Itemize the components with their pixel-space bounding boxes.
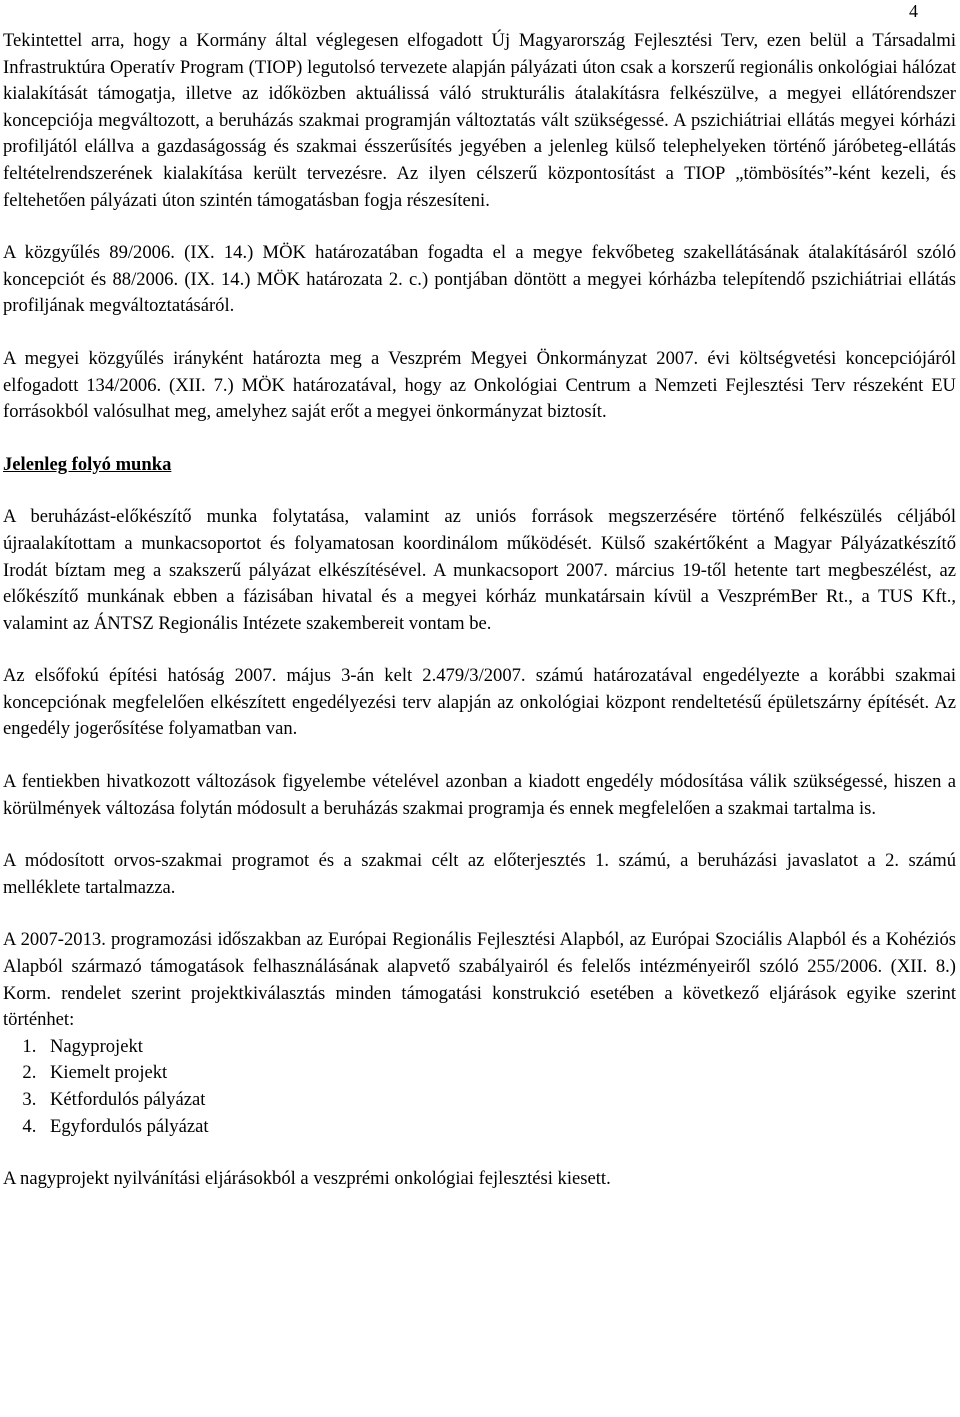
paragraph-engedely-modositas: A fentiekben hivatkozott változások figyelembe vételével azonban a kiadott engedély módosítása válik szükségessé, hiszen a körülmények változása folytán módosult a beruházás szakmai programja és ennek megfelelően a szakmai tartalma is. <box>3 771 956 819</box>
paragraph-elokeszito-munka: A beruházást-előkészítő munka folytatása, valamint az uniós források megszerzésére történő felkészülés céljából újraalakítottam a munkacsoportot és folyamatosan koordinálom működését. Külső szakértőként a Magyar Pályázatkészítő Irodát bíztam meg a szakszerű pályázat elkészítésével. A munkacsoport 2007. március 19-től hetente tart megbeszélést, az előkészítő munkának ebben a fázisában hivatal és a megyei kórház munkatársain kívül a VeszprémBer Rt., a TUS Kft., valamint az ÁNTSZ Regionális Intézete szakembereit vontam be. <box>3 506 956 634</box>
paragraph-kozgyules: A közgyűlés 89/2006. (IX. 14.) MÖK határozatában fogadta el a megye fekvőbeteg szakellátásának átalakításáról szóló koncepciót és 88/2006. (IX. 14.) MÖK határozata 2. c.) pontjában döntött a megyei kórházba telepítendő pszichiátriai ellátás profiljának megváltoztatásáról. <box>3 242 956 317</box>
page-number: 4 <box>909 1 918 21</box>
list-item: 2. Kiemelt projekt <box>41 1060 956 1087</box>
paragraph-nagyprojekt: A nagyprojekt nyilvánítási eljárásokból a veszprémi onkológiai fejlesztési kiesett. <box>3 1168 611 1190</box>
paragraph-modositott-program: A módosított orvos-szakmai programot és a szakmai célt az előterjesztés 1. számú, a beruházási javaslatot a 2. számú melléklete tartalmazza. <box>3 850 956 898</box>
procedure-list <box>3 1034 956 1140</box>
list-item: 1. Nagyprojekt <box>41 1034 956 1061</box>
paragraph-epitesi-hatosag: Az elsőfokú építési hatóság 2007. május 3-án kelt 2.479/3/2007. számú határozatával engedélyezte a korábbi szakmai koncepciónak megfelelően elkészített engedélyezési terv alapján az onkológiai központ rendeltetésű épületszárny építését. Az engedély jogerősítése folyamatban van. <box>3 665 956 740</box>
paragraph-iranykent: A megyei közgyűlés irányként határozta meg a Veszprém Megyei Önkormányzat 2007. évi költségvetési koncepciójáról elfogadott 134/2006. (XII. 7.) MÖK határozatával, hogy az Onkológiai Centrum a Nemzeti Fejlesztési Terv részeként EU forrásokból valósulhat meg, amelyhez saját erőt a megyei önkormányzat biztosít. <box>3 347 956 423</box>
paragraph-programozasi-idoszak: A 2007-2013. programozási időszakban az Európai Regionális Fejlesztési Alapból, az Európai Szociális Alapból és a Kohéziós Alapból származó támogatások felhasználásának alapvető szabályairól és felelős intézményeiről szóló 255/2006. (XII. 8.) Korm. rendelet szerint projektkiválasztás minden támogatási konstrukció esetében a következő eljárások egyike szerint történhet: <box>3 929 956 1031</box>
section-heading: Jelenleg folyó munka <box>3 453 172 475</box>
paragraph-tiop: Tekintettel arra, hogy a Kormány által véglegesen elfogadott Új Magyarország Fejlesztési Terv, ezen belül a Társadalmi Infrastruktúra Operatív Program (TIOP) legutolsó tervezete alapján pályázati úton csak a korszerű regionális onkológiai hálózat kialakítását támogatja, illetve az időközben aktuálissá váló strukturális átalakításra felkészülve, a megyei ellátórendszer koncepciója megváltozott, a beruházás szakmai programján változtatás vált szükségessé. A pszichiátriai ellátás megyei kórházi profiljától elállva a gazdaságosság és szakmai ésszerűsítés jegyében a jelenleg külső telephelyeken történő járóbeteg-ellátás feltételrendszerének kialakítása került tervezésre. Az ilyen célszerű központosítást a TIOP „tömbösítés”-ként kezeli, és feltehetően pályázati úton szintén támogatásban fogja részesíteni. <box>3 30 956 211</box>
list-item: 4. Egyfordulós pályázat <box>41 1114 956 1141</box>
list-item: 3. Kétfordulós pályázat <box>41 1087 956 1114</box>
document-body <box>3 28 956 1193</box>
